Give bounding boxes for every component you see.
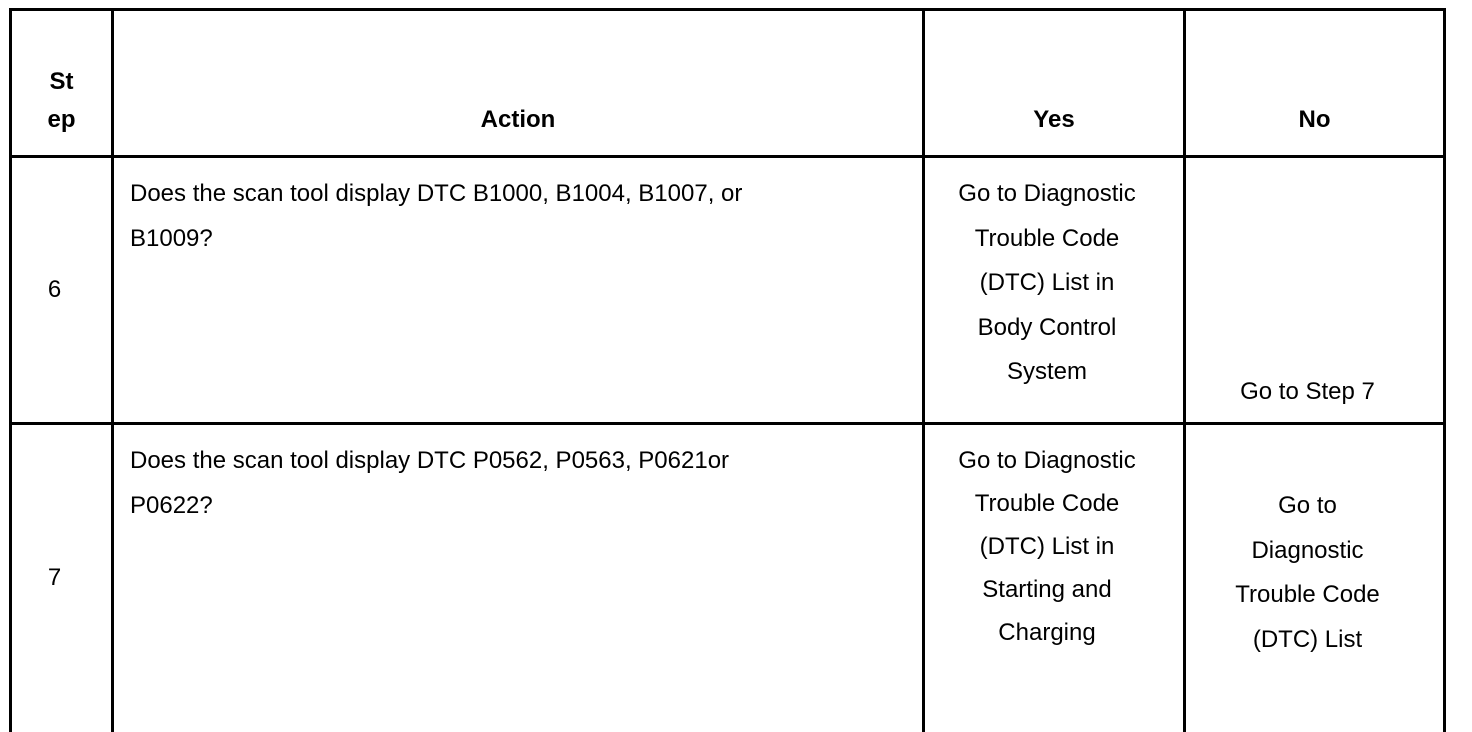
no-cell (1185, 157, 1445, 424)
action-text-line: Does the scan tool display DTC P0562, P0563, P0621or (130, 439, 912, 484)
yes-text-line: (DTC) List in (925, 525, 1169, 568)
no-text-line: Diagnostic (1186, 529, 1429, 574)
yes-text-line: Charging (925, 611, 1169, 654)
yes-text-line: (DTC) List in (925, 261, 1169, 306)
no-text-line: (DTC) List (1186, 618, 1429, 663)
header-yes (924, 10, 1185, 157)
table-row (11, 157, 1445, 424)
no-text-line: Trouble Code (1186, 573, 1429, 618)
action-text-line: P0622? (130, 484, 912, 529)
no-cell (1185, 424, 1445, 732)
header-no (1185, 10, 1445, 157)
yes-cell (924, 424, 1185, 732)
yes-text-line: System (925, 350, 1169, 395)
header-action (113, 10, 924, 157)
yes-text-line: Trouble Code (925, 217, 1169, 262)
table-row (11, 424, 1445, 732)
action-cell (113, 157, 924, 424)
yes-text-line: Trouble Code (925, 482, 1169, 525)
header-yes-label: Yes (925, 101, 1183, 139)
no-text-line: Go to Step 7 (1186, 370, 1429, 415)
step-cell: 7 (11, 424, 113, 732)
yes-text-line: Go to Diagnostic (925, 172, 1169, 217)
header-step-line2: ep (12, 101, 111, 139)
yes-text-line: Go to Diagnostic (925, 439, 1169, 482)
no-text-line: Go to (1186, 484, 1429, 529)
header-no-label: No (1186, 101, 1443, 139)
action-text-line: Does the scan tool display DTC B1000, B1004, B1007, or (130, 172, 912, 217)
header-row (11, 10, 1445, 157)
header-step (11, 10, 113, 157)
yes-text-line: Body Control (925, 306, 1169, 351)
action-cell (113, 424, 924, 732)
action-text-line: B1009? (130, 217, 912, 262)
step-cell: 6 (11, 157, 113, 424)
yes-cell (924, 157, 1185, 424)
header-step-line1: St (12, 63, 111, 101)
diagnostic-table (9, 8, 1446, 732)
yes-text-line: Starting and (925, 568, 1169, 611)
header-action-label: Action (114, 101, 922, 139)
